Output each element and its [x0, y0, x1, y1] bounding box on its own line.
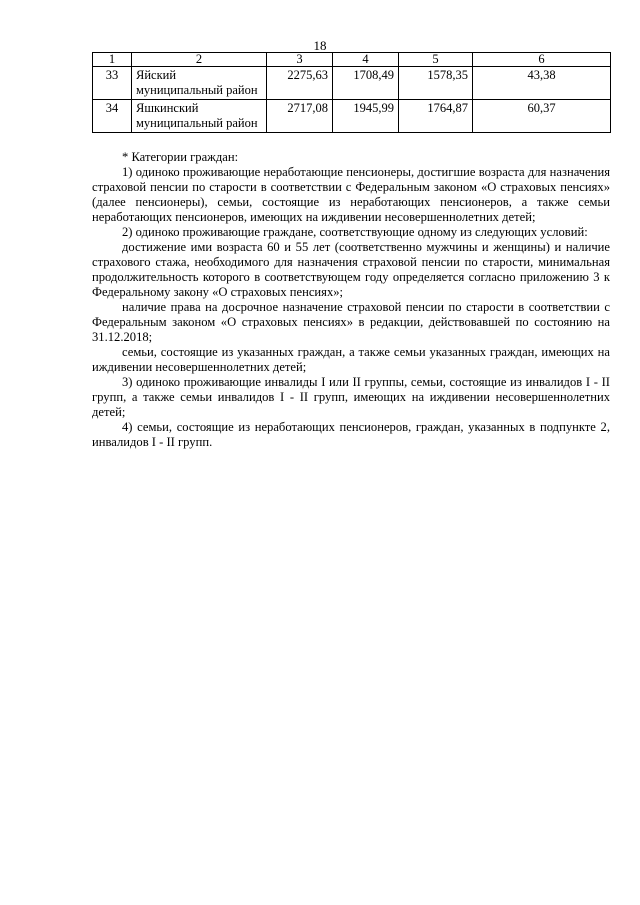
note-paragraph: 1) одиноко проживающие неработающие пенсионеры, достигшие возраста для назначения страховой пенсии по старости в соответствии с Федеральным законом «О страховых пенсиях» (далее пенсионеры), семьи, состоящие из неработающих пенсионеров, а также семьи неработающих пенсионеров, имеющих на иждивении несовершеннолетних детей; — [92, 165, 610, 224]
value-col6: 43,38 — [473, 67, 611, 100]
note-paragraph: 3) одиноко проживающие инвалиды I или II группы, семьи, состоящие из инвалидов I - II групп, а также семьи инвалидов I - II групп, имеющих на иждивении несовершеннолетних детей; — [92, 375, 610, 419]
row-number: 34 — [93, 100, 132, 133]
value-col4: 1945,99 — [333, 100, 399, 133]
value-col3: 2717,08 — [267, 100, 333, 133]
table-header-row — [93, 53, 611, 67]
district-name: Яйский муниципальный район — [132, 67, 267, 100]
header-cell: 5 — [399, 53, 473, 67]
header-cell: 3 — [267, 53, 333, 67]
value-col5: 1578,35 — [399, 67, 473, 100]
header-cell: 6 — [473, 53, 611, 67]
data-table — [92, 52, 611, 133]
header-cell: 4 — [333, 53, 399, 67]
note-paragraph: достижение ими возраста 60 и 55 лет (соответственно мужчины и женщины) и наличие страхового стажа, необходимого для назначения страховой пенсии по старости, минимальная продолжительность которого в соответствующем году определяется согласно приложению 3 к Федеральному закону «О страховых пенсиях»; — [92, 240, 610, 299]
district-name: Яшкинский муниципальный район — [132, 100, 267, 133]
note-paragraph: 4) семьи, состоящие из неработающих пенсионеров, граждан, указанных в подпункте 2, инвалидов I - II групп. — [92, 420, 610, 449]
value-col5: 1764,87 — [399, 100, 473, 133]
table-row — [93, 67, 611, 100]
row-number: 33 — [93, 67, 132, 100]
note-paragraph: семьи, состоящие из указанных граждан, а также семьи указанных граждан, имеющих на иждивении несовершеннолетних детей; — [92, 345, 610, 374]
notes-section — [92, 150, 610, 450]
header-cell: 1 — [93, 53, 132, 67]
value-col6: 60,37 — [473, 100, 611, 133]
table-row — [93, 100, 611, 133]
value-col3: 2275,63 — [267, 67, 333, 100]
notes-title: * Категории граждан: — [122, 150, 239, 164]
note-paragraph: наличие права на досрочное назначение страховой пенсии по старости в соответствии с Федеральным законом «О страховых пенсиях» в редакции, действовавшей по состоянию на 31.12.2018; — [92, 300, 610, 344]
page-number: 18 — [313, 38, 327, 53]
header-cell: 2 — [132, 53, 267, 67]
value-col4: 1708,49 — [333, 67, 399, 100]
note-paragraph: 2) одиноко проживающие граждане, соответствующие одному из следующих условий: — [122, 225, 588, 239]
